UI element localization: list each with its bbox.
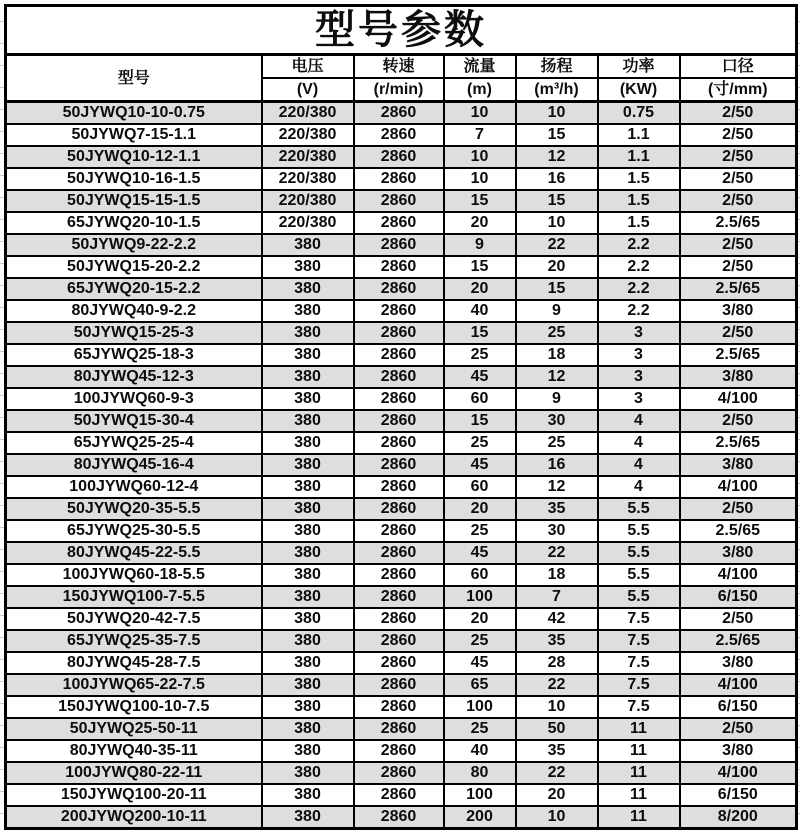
cell-model: 50JYWQ10-10-0.75: [6, 102, 262, 125]
cell-speed: 2860: [354, 652, 444, 674]
cell-speed: 2860: [354, 102, 444, 125]
cell-head: 30: [516, 520, 598, 542]
cell-model: 65JYWQ25-35-7.5: [6, 630, 262, 652]
cell-head: 25: [516, 322, 598, 344]
cell-voltage: 380: [262, 498, 354, 520]
cell-head: 22: [516, 762, 598, 784]
table-row: [6, 190, 797, 212]
cell-flow: 45: [444, 542, 516, 564]
cell-power: 5.5: [598, 586, 680, 608]
cell-flow: 15: [444, 190, 516, 212]
table-row: [6, 630, 797, 652]
table-row: [6, 388, 797, 410]
cell-power: 7.5: [598, 674, 680, 696]
cell-diameter: 6/150: [680, 696, 797, 718]
cell-model: 80JYWQ45-12-3: [6, 366, 262, 388]
table-row: [6, 718, 797, 740]
table-row: [6, 696, 797, 718]
cell-power: 7.5: [598, 696, 680, 718]
cell-flow: 25: [444, 520, 516, 542]
cell-power: 5.5: [598, 542, 680, 564]
column-header-voltage: 电压: [262, 55, 354, 79]
page-title: 型号参数: [6, 6, 797, 55]
cell-speed: 2860: [354, 762, 444, 784]
cell-head: 20: [516, 784, 598, 806]
cell-model: 200JYWQ200-10-11: [6, 806, 262, 829]
cell-flow: 100: [444, 586, 516, 608]
cell-power: 7.5: [598, 652, 680, 674]
cell-flow: 25: [444, 344, 516, 366]
cell-voltage: 380: [262, 388, 354, 410]
cell-flow: 20: [444, 498, 516, 520]
column-unit-power: (KW): [598, 78, 680, 102]
cell-model: 150JYWQ100-7-5.5: [6, 586, 262, 608]
cell-model: 65JYWQ25-30-5.5: [6, 520, 262, 542]
cell-model: 50JYWQ20-35-5.5: [6, 498, 262, 520]
cell-speed: 2860: [354, 300, 444, 322]
cell-speed: 2860: [354, 740, 444, 762]
cell-head: 30: [516, 410, 598, 432]
header-label-row: [6, 55, 797, 79]
cell-flow: 200: [444, 806, 516, 829]
cell-power: 11: [598, 740, 680, 762]
table-header: [6, 6, 797, 102]
cell-voltage: 380: [262, 608, 354, 630]
cell-diameter: 3/80: [680, 454, 797, 476]
cell-head: 15: [516, 278, 598, 300]
cell-head: 15: [516, 124, 598, 146]
table-row: [6, 344, 797, 366]
cell-diameter: 3/80: [680, 542, 797, 564]
cell-flow: 10: [444, 146, 516, 168]
cell-diameter: 2/50: [680, 410, 797, 432]
cell-diameter: 3/80: [680, 300, 797, 322]
cell-model: 50JYWQ9-22-2.2: [6, 234, 262, 256]
cell-voltage: 380: [262, 542, 354, 564]
model-parameters-table: [4, 4, 798, 830]
cell-voltage: 380: [262, 740, 354, 762]
cell-speed: 2860: [354, 146, 444, 168]
cell-flow: 15: [444, 410, 516, 432]
cell-flow: 20: [444, 278, 516, 300]
table-row: [6, 212, 797, 234]
table-row: [6, 608, 797, 630]
cell-speed: 2860: [354, 674, 444, 696]
cell-power: 1.5: [598, 168, 680, 190]
cell-power: 2.2: [598, 234, 680, 256]
column-header-speed: 转速: [354, 55, 444, 79]
cell-speed: 2860: [354, 432, 444, 454]
cell-head: 18: [516, 564, 598, 586]
cell-diameter: 2/50: [680, 498, 797, 520]
cell-voltage: 380: [262, 718, 354, 740]
cell-model: 65JYWQ20-15-2.2: [6, 278, 262, 300]
cell-power: 1.5: [598, 212, 680, 234]
table-body: [6, 102, 797, 829]
cell-diameter: 2/50: [680, 146, 797, 168]
cell-head: 12: [516, 366, 598, 388]
table-row: [6, 410, 797, 432]
table-row: [6, 674, 797, 696]
cell-head: 15: [516, 190, 598, 212]
cell-speed: 2860: [354, 278, 444, 300]
table-row: [6, 300, 797, 322]
column-unit-head: (m³/h): [516, 78, 598, 102]
cell-flow: 15: [444, 322, 516, 344]
cell-speed: 2860: [354, 388, 444, 410]
cell-flow: 45: [444, 454, 516, 476]
cell-model: 100JYWQ65-22-7.5: [6, 674, 262, 696]
cell-speed: 2860: [354, 498, 444, 520]
cell-model: 50JYWQ10-12-1.1: [6, 146, 262, 168]
cell-voltage: 380: [262, 784, 354, 806]
cell-speed: 2860: [354, 718, 444, 740]
cell-model: 100JYWQ80-22-11: [6, 762, 262, 784]
cell-speed: 2860: [354, 190, 444, 212]
cell-power: 5.5: [598, 498, 680, 520]
cell-model: 150JYWQ100-10-7.5: [6, 696, 262, 718]
cell-head: 35: [516, 498, 598, 520]
cell-speed: 2860: [354, 806, 444, 829]
cell-head: 9: [516, 388, 598, 410]
cell-voltage: 380: [262, 366, 354, 388]
cell-power: 3: [598, 344, 680, 366]
table-row: [6, 586, 797, 608]
cell-speed: 2860: [354, 366, 444, 388]
cell-head: 12: [516, 146, 598, 168]
cell-diameter: 2/50: [680, 190, 797, 212]
cell-head: 22: [516, 674, 598, 696]
cell-speed: 2860: [354, 542, 444, 564]
cell-diameter: 2.5/65: [680, 212, 797, 234]
cell-speed: 2860: [354, 234, 444, 256]
cell-model: 65JYWQ25-25-4: [6, 432, 262, 454]
cell-power: 4: [598, 454, 680, 476]
cell-diameter: 2/50: [680, 234, 797, 256]
cell-head: 10: [516, 696, 598, 718]
cell-speed: 2860: [354, 410, 444, 432]
cell-voltage: 380: [262, 234, 354, 256]
cell-diameter: 3/80: [680, 652, 797, 674]
column-unit-speed: (r/min): [354, 78, 444, 102]
cell-voltage: 380: [262, 630, 354, 652]
cell-power: 11: [598, 784, 680, 806]
table-row: [6, 234, 797, 256]
cell-power: 11: [598, 718, 680, 740]
title-row: [6, 6, 797, 55]
cell-speed: 2860: [354, 476, 444, 498]
cell-power: 11: [598, 806, 680, 829]
cell-flow: 100: [444, 696, 516, 718]
cell-head: 16: [516, 168, 598, 190]
cell-voltage: 220/380: [262, 146, 354, 168]
cell-speed: 2860: [354, 124, 444, 146]
cell-model: 80JYWQ40-35-11: [6, 740, 262, 762]
cell-power: 1.1: [598, 124, 680, 146]
table-row: [6, 520, 797, 542]
cell-flow: 60: [444, 564, 516, 586]
column-header-head: 扬程: [516, 55, 598, 79]
cell-diameter: 4/100: [680, 476, 797, 498]
table-row: [6, 124, 797, 146]
cell-flow: 25: [444, 432, 516, 454]
cell-voltage: 220/380: [262, 212, 354, 234]
cell-voltage: 380: [262, 762, 354, 784]
cell-voltage: 380: [262, 806, 354, 829]
cell-diameter: 2.5/65: [680, 630, 797, 652]
cell-voltage: 380: [262, 586, 354, 608]
cell-diameter: 4/100: [680, 564, 797, 586]
table-row: [6, 454, 797, 476]
cell-power: 2.2: [598, 278, 680, 300]
cell-flow: 10: [444, 168, 516, 190]
cell-flow: 60: [444, 476, 516, 498]
cell-model: 50JYWQ15-20-2.2: [6, 256, 262, 278]
cell-speed: 2860: [354, 344, 444, 366]
cell-diameter: 2/50: [680, 256, 797, 278]
cell-power: 3: [598, 366, 680, 388]
table-row: [6, 322, 797, 344]
cell-diameter: 2.5/65: [680, 278, 797, 300]
cell-power: 5.5: [598, 564, 680, 586]
column-unit-flow: (m): [444, 78, 516, 102]
cell-diameter: 2.5/65: [680, 432, 797, 454]
cell-voltage: 380: [262, 454, 354, 476]
cell-diameter: 2/50: [680, 168, 797, 190]
cell-power: 0.75: [598, 102, 680, 125]
cell-voltage: 380: [262, 696, 354, 718]
cell-voltage: 380: [262, 476, 354, 498]
cell-head: 9: [516, 300, 598, 322]
cell-flow: 7: [444, 124, 516, 146]
cell-head: 35: [516, 630, 598, 652]
cell-voltage: 380: [262, 410, 354, 432]
cell-model: 50JYWQ25-50-11: [6, 718, 262, 740]
cell-head: 18: [516, 344, 598, 366]
cell-head: 10: [516, 212, 598, 234]
cell-head: 12: [516, 476, 598, 498]
table-row: [6, 476, 797, 498]
cell-diameter: 2/50: [680, 322, 797, 344]
cell-power: 2.2: [598, 300, 680, 322]
cell-diameter: 8/200: [680, 806, 797, 829]
cell-power: 4: [598, 410, 680, 432]
cell-head: 50: [516, 718, 598, 740]
cell-voltage: 380: [262, 322, 354, 344]
cell-diameter: 2.5/65: [680, 520, 797, 542]
table-row: [6, 168, 797, 190]
cell-speed: 2860: [354, 564, 444, 586]
cell-voltage: 380: [262, 564, 354, 586]
cell-flow: 45: [444, 366, 516, 388]
cell-diameter: 4/100: [680, 674, 797, 696]
cell-speed: 2860: [354, 168, 444, 190]
cell-speed: 2860: [354, 630, 444, 652]
cell-power: 3: [598, 322, 680, 344]
column-header-flow: 流量: [444, 55, 516, 79]
cell-head: 25: [516, 432, 598, 454]
table-row: [6, 432, 797, 454]
cell-power: 3: [598, 388, 680, 410]
table-row: [6, 652, 797, 674]
cell-voltage: 380: [262, 344, 354, 366]
cell-flow: 80: [444, 762, 516, 784]
cell-speed: 2860: [354, 586, 444, 608]
column-header-diameter: 口径: [680, 55, 797, 79]
cell-power: 7.5: [598, 608, 680, 630]
cell-voltage: 220/380: [262, 168, 354, 190]
cell-voltage: 380: [262, 520, 354, 542]
cell-diameter: 4/100: [680, 762, 797, 784]
cell-diameter: 2/50: [680, 608, 797, 630]
cell-head: 35: [516, 740, 598, 762]
cell-model: 80JYWQ45-22-5.5: [6, 542, 262, 564]
cell-head: 10: [516, 102, 598, 125]
cell-flow: 45: [444, 652, 516, 674]
cell-voltage: 380: [262, 652, 354, 674]
cell-voltage: 380: [262, 278, 354, 300]
cell-diameter: 3/80: [680, 366, 797, 388]
cell-head: 22: [516, 542, 598, 564]
cell-model: 50JYWQ15-15-1.5: [6, 190, 262, 212]
cell-diameter: 2/50: [680, 102, 797, 125]
cell-head: 42: [516, 608, 598, 630]
table-row: [6, 146, 797, 168]
cell-model: 50JYWQ15-30-4: [6, 410, 262, 432]
cell-speed: 2860: [354, 520, 444, 542]
cell-head: 28: [516, 652, 598, 674]
cell-voltage: 380: [262, 674, 354, 696]
cell-flow: 20: [444, 212, 516, 234]
cell-diameter: 6/150: [680, 784, 797, 806]
column-unit-diameter: (寸/mm): [680, 78, 797, 102]
cell-voltage: 220/380: [262, 102, 354, 125]
cell-power: 1.1: [598, 146, 680, 168]
cell-diameter: 4/100: [680, 388, 797, 410]
table-row: [6, 102, 797, 125]
cell-power: 1.5: [598, 190, 680, 212]
cell-model: 50JYWQ15-25-3: [6, 322, 262, 344]
cell-model: 100JYWQ60-9-3: [6, 388, 262, 410]
cell-speed: 2860: [354, 696, 444, 718]
cell-flow: 20: [444, 608, 516, 630]
cell-model: 65JYWQ25-18-3: [6, 344, 262, 366]
cell-voltage: 380: [262, 256, 354, 278]
table-row: [6, 366, 797, 388]
cell-diameter: 2/50: [680, 718, 797, 740]
cell-power: 2.2: [598, 256, 680, 278]
table-row: [6, 278, 797, 300]
cell-model: 80JYWQ40-9-2.2: [6, 300, 262, 322]
cell-flow: 25: [444, 630, 516, 652]
cell-flow: 25: [444, 718, 516, 740]
cell-voltage: 220/380: [262, 190, 354, 212]
table-row: [6, 256, 797, 278]
table-row: [6, 542, 797, 564]
cell-model: 50JYWQ20-42-7.5: [6, 608, 262, 630]
cell-diameter: 2.5/65: [680, 344, 797, 366]
cell-diameter: 3/80: [680, 740, 797, 762]
column-header-model: 型号: [6, 55, 262, 102]
cell-model: 50JYWQ7-15-1.1: [6, 124, 262, 146]
cell-speed: 2860: [354, 256, 444, 278]
cell-voltage: 380: [262, 300, 354, 322]
cell-speed: 2860: [354, 322, 444, 344]
column-unit-voltage: (V): [262, 78, 354, 102]
table-row: [6, 806, 797, 829]
cell-speed: 2860: [354, 608, 444, 630]
table-row: [6, 564, 797, 586]
cell-head: 22: [516, 234, 598, 256]
cell-flow: 9: [444, 234, 516, 256]
cell-model: 50JYWQ10-16-1.5: [6, 168, 262, 190]
cell-power: 7.5: [598, 630, 680, 652]
cell-voltage: 380: [262, 432, 354, 454]
cell-flow: 15: [444, 256, 516, 278]
cell-power: 11: [598, 762, 680, 784]
cell-model: 65JYWQ20-10-1.5: [6, 212, 262, 234]
cell-power: 5.5: [598, 520, 680, 542]
cell-model: 150JYWQ100-20-11: [6, 784, 262, 806]
cell-model: 80JYWQ45-28-7.5: [6, 652, 262, 674]
cell-diameter: 2/50: [680, 124, 797, 146]
table-row: [6, 498, 797, 520]
cell-model: 100JYWQ60-18-5.5: [6, 564, 262, 586]
cell-head: 10: [516, 806, 598, 829]
table-row: [6, 762, 797, 784]
cell-flow: 65: [444, 674, 516, 696]
cell-speed: 2860: [354, 212, 444, 234]
cell-model: 100JYWQ60-12-4: [6, 476, 262, 498]
column-header-power: 功率: [598, 55, 680, 79]
cell-diameter: 6/150: [680, 586, 797, 608]
cell-flow: 10: [444, 102, 516, 125]
cell-flow: 40: [444, 300, 516, 322]
cell-head: 20: [516, 256, 598, 278]
cell-model: 80JYWQ45-16-4: [6, 454, 262, 476]
cell-power: 4: [598, 432, 680, 454]
cell-speed: 2860: [354, 784, 444, 806]
cell-voltage: 220/380: [262, 124, 354, 146]
cell-speed: 2860: [354, 454, 444, 476]
cell-head: 16: [516, 454, 598, 476]
cell-flow: 100: [444, 784, 516, 806]
table-row: [6, 784, 797, 806]
cell-flow: 60: [444, 388, 516, 410]
table-row: [6, 740, 797, 762]
cell-head: 7: [516, 586, 598, 608]
cell-flow: 40: [444, 740, 516, 762]
cell-power: 4: [598, 476, 680, 498]
